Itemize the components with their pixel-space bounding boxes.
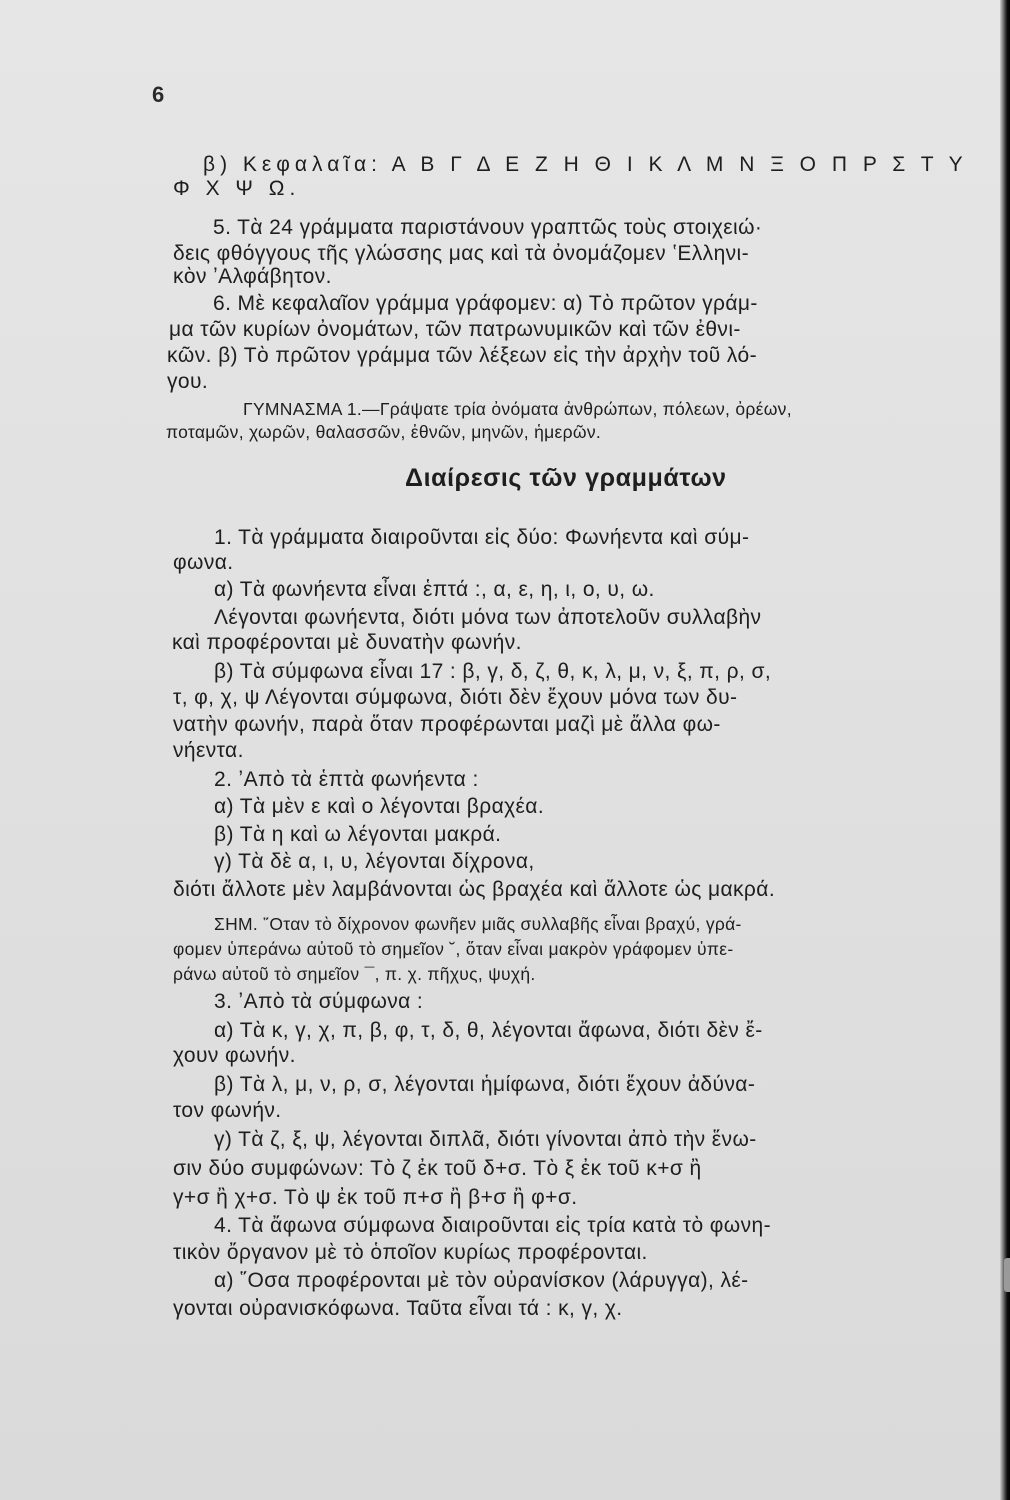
text-line: Φ Χ Ψ Ω. bbox=[173, 177, 301, 200]
text-line: νατὴν φωνήν, παρὰ ὅταν προφέρωνται μαζὶ μὲ ἄλλα φω- bbox=[173, 713, 721, 736]
text-line: διότι ἄλλοτε μὲν λαμβάνονται ὡς βραχέα καὶ ἄλλοτε ὡς μακρά. bbox=[173, 878, 776, 901]
text-line: τον φωνήν. bbox=[173, 1099, 282, 1122]
text-line: α) Τὰ κ, γ, χ, π, β, φ, τ, δ, θ, λέγονται ἄφωνα, διότι δὲν ἔ- bbox=[214, 1019, 763, 1042]
text-line: γου. bbox=[167, 370, 209, 393]
text-line: τ, φ, χ, ψ Λέγονται σύμφωνα, διότι δὲν ἔχουν μόνα των δυ- bbox=[173, 686, 738, 709]
note-line: φομεν ὑπεράνω αὐτοῦ τὸ σημεῖον ˘, ὅταν εἶναι μακρὸν γράφομεν ὑπε- bbox=[173, 939, 734, 959]
exercise-line: ΓΥΜΝΑΣΜΑ 1.—Γράψατε τρία ὀνόματα ἀνθρώπων, πόλεων, ὀρέων, bbox=[243, 399, 792, 419]
text-line: γονται οὐρανισκόφωνα. Ταῦτα εἶναι τά : κ, γ, χ. bbox=[173, 1297, 623, 1320]
text-line: 5. Τὰ 24 γράμματα παριστάνουν γραπτῶς τοὺς στοιχειώ· bbox=[213, 216, 763, 239]
text-line: δεις φθόγγους τῆς γλώσσης μας καὶ τὰ ὀνομάζομεν ʽΕλληνι- bbox=[173, 242, 750, 265]
margin-mark bbox=[1004, 1258, 1010, 1292]
text-line: κῶν. β) Τὸ πρῶτον γράμμα τῶν λέξεων εἰς τὴν ἀρχὴν τοῦ λό- bbox=[167, 344, 757, 367]
text-line: σιν δύο συμφώνων: Τὸ ζ ἐκ τοῦ δ+σ. Τὸ ξ ἐκ τοῦ κ+σ ἢ bbox=[173, 1157, 702, 1180]
text-line: τικὸν ὄργανον μὲ τὸ ὁποῖον κυρίως προφέρονται. bbox=[173, 1241, 648, 1264]
text-line: νήεντα. bbox=[173, 739, 244, 762]
exercise-line: ποταμῶν, χωρῶν, θαλασσῶν, ἐθνῶν, μηνῶν, ἡμερῶν. bbox=[166, 422, 602, 442]
text-line: 6. Μὲ κεφαλαῖον γράμμα γράφομεν: α) Τὸ πρῶτον γράμ- bbox=[213, 292, 758, 315]
text-line: μα τῶν κυρίων ὀνομάτων, τῶν πατρωνυμικῶν καὶ τῶν ἐθνι- bbox=[169, 318, 741, 341]
note-line: ΣΗΜ. ῞Οταν τὸ δίχρονον φωνῆεν μιᾶς συλλαβῆς εἶναι βραχύ, γρά- bbox=[214, 914, 742, 934]
page-number: 6 bbox=[152, 82, 165, 107]
text-line: 2. ʼΑπὸ τὰ ἑπτὰ φωνήεντα : bbox=[214, 768, 479, 791]
text-line: β) Τὰ η καὶ ω λέγονται μακρά. bbox=[214, 823, 502, 846]
text-line: β) Τὰ λ, μ, ν, ρ, σ, λέγονται ἡμίφωνα, διότι ἔχουν ἀδύνα- bbox=[214, 1073, 756, 1096]
text-line: φωνα. bbox=[173, 551, 234, 574]
text-line: κὸν ʼΑλφάβητον. bbox=[173, 265, 332, 288]
text-line: γ) Τὰ ζ, ξ, ψ, λέγονται διπλᾶ, διότι γίνονται ἀπὸ τὴν ἕνω- bbox=[214, 1128, 757, 1151]
text-line: 1. Τὰ γράμματα διαιροῦνται εἰς δύο: Φωνήεντα καὶ σύμ- bbox=[214, 526, 750, 549]
note-line: ράνω αὐτοῦ τὸ σημεῖον ¯, π. χ. πῆχυς, ψυχή. bbox=[173, 964, 536, 984]
text-line: α) Τὰ μὲν ε καὶ ο λέγονται βραχέα. bbox=[214, 795, 545, 818]
text-line: καὶ προφέρονται μὲ δυνατὴν φωνήν. bbox=[172, 631, 522, 654]
text-line: 3. ʼΑπὸ τὰ σύμφωνα : bbox=[214, 990, 424, 1013]
text-line: α) ῞Οσα προφέρονται μὲ τὸν οὐρανίσκον (λάρυγγα), λέ- bbox=[214, 1269, 749, 1292]
text-line: χουν φωνήν. bbox=[173, 1044, 296, 1067]
section-heading: Διαίρεσις τῶν γραμμάτων bbox=[405, 464, 727, 492]
text-line: β) Τὰ σύμφωνα εἶναι 17 : β, γ, δ, ζ, θ, κ, λ, μ, ν, ξ, π, ρ, σ, bbox=[214, 660, 772, 683]
text-line: γ+σ ἢ χ+σ. Τὸ ψ ἐκ τοῦ π+σ ἢ β+σ ἢ φ+σ. bbox=[173, 1186, 578, 1209]
text-line: 4. Τὰ ἄφωνα σύμφωνα διαιροῦνται εἰς τρία κατὰ τὸ φωνη- bbox=[214, 1214, 771, 1237]
text-line: γ) Τὰ δὲ α, ι, υ, λέγονται δίχρονα, bbox=[214, 850, 535, 873]
text-line: α) Τὰ φωνήεντα εἶναι ἑπτά :, α, ε, η, ι, ο, υ, ω. bbox=[214, 578, 655, 601]
text-line: β) Κεφαλαῖα: Α Β Γ Δ Ε Ζ Η Θ Ι Κ Λ Μ Ν Ξ Ο Π Ρ Σ Τ Υ bbox=[203, 153, 968, 176]
text-line: Λέγονται φωνήεντα, διότι μόνα των ἀποτελοῦν συλλαβὴν bbox=[214, 606, 762, 629]
